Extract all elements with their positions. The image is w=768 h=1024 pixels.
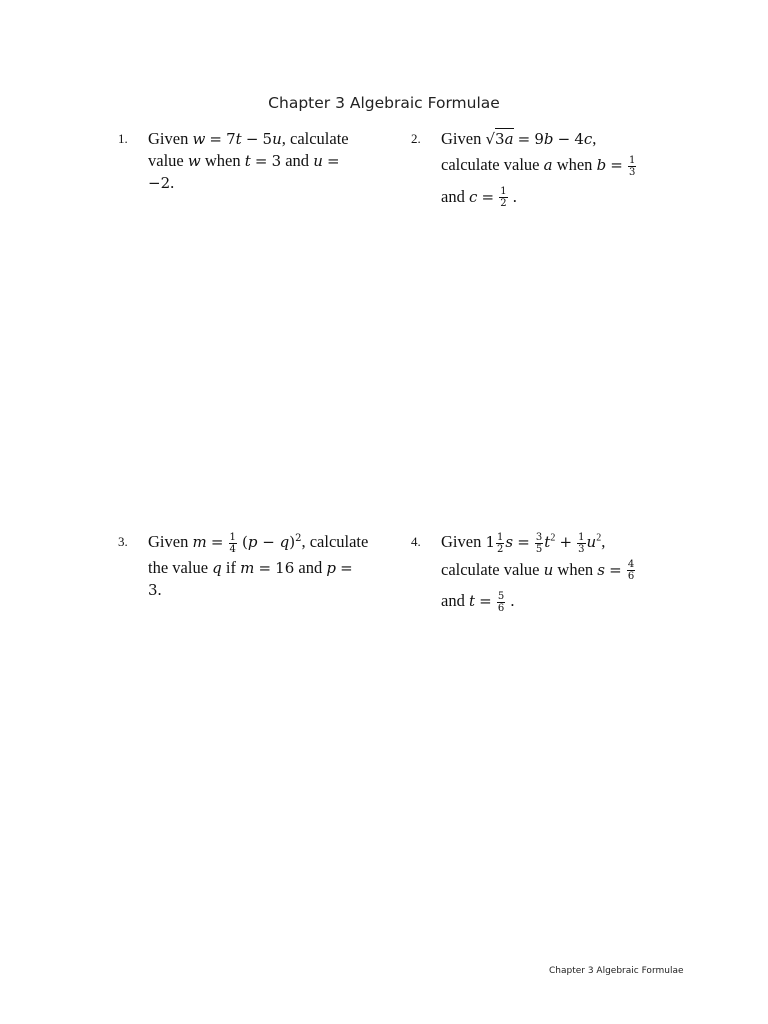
question-line: and t = $\frac{5}{6}$ . [441, 591, 515, 615]
question-line: Given 1 $\frac{1}{2}$ s = $\frac{3}{5}$ $t^2$ + $\frac{1}{3}$ $u^2$, [441, 531, 606, 555]
question-text [148, 128, 383, 194]
fraction: $\frac{3}{5}$ [535, 531, 543, 555]
question-number: 1. [118, 131, 128, 146]
question-line: −2. [148, 173, 175, 192]
fraction: $\frac{5}{6}$ [497, 591, 505, 615]
question-line: value w when t = 3 and u = [148, 151, 340, 170]
question-line: Given m = $\frac{1}{4}$ $(p - q)^2$, calculate [148, 531, 369, 555]
question-text [441, 128, 681, 209]
question-line: Given w = 7t − 5u, calculate [148, 129, 349, 148]
question-line: Given √3a = 9b − 4c, [441, 129, 597, 148]
question-line: calculate value a when b = $\frac{1}{3}$ [441, 154, 636, 178]
question-number: 4. [411, 534, 421, 549]
fraction: $\frac{1}{2}$ [500, 186, 507, 210]
question-line: calculate value u when s = $\frac{4}{6}$ [441, 559, 635, 583]
question-text [441, 531, 681, 614]
fraction: $\frac{4}{6}$ [627, 559, 635, 583]
fraction: $\frac{1}{3}$ [578, 531, 585, 555]
page-title: Chapter 3 Algebraic Formulae [268, 94, 500, 112]
question-number: 2. [411, 131, 421, 146]
question-line: the value q if m = 16 and p = [148, 557, 353, 577]
page-footer: Chapter 3 Algebraic Formulae [549, 966, 684, 976]
fraction: $\frac{1}{3}$ [629, 154, 636, 178]
fraction: $\frac{1}{4}$ [229, 531, 236, 555]
question-number: 3. [118, 534, 128, 549]
square-root: √3a [485, 130, 514, 148]
question-line: and c = $\frac{1}{2}$ . [441, 186, 517, 210]
fraction: $\frac{1}{2}$ [497, 531, 504, 555]
question-text [148, 531, 393, 601]
question-line: 3. [148, 579, 162, 599]
